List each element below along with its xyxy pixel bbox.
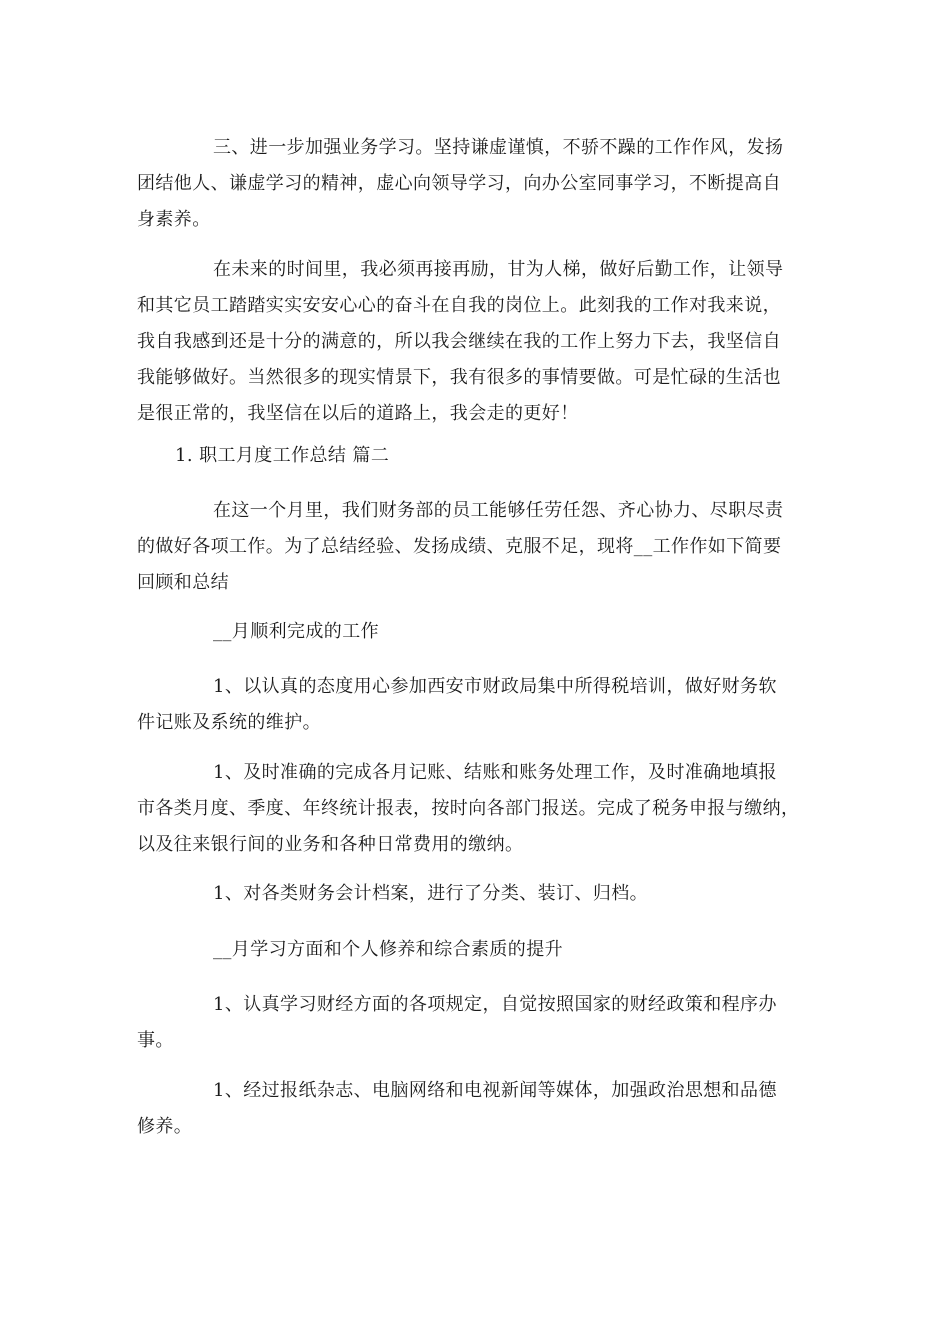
paragraph-item-regulations (137, 987, 827, 1059)
text-line: 三、进一步加强业务学习。坚持谦虚谨慎，不骄不躁的工作作风，发扬 (213, 137, 784, 158)
heading-text: 1. 职工月度工作总结 篇二 (175, 445, 390, 466)
paragraph-finance-intro (137, 493, 827, 601)
subheading-completed-work (137, 614, 827, 650)
text-line: __月学习方面和个人修养和综合素质的提升 (213, 939, 563, 960)
text-line: 回顾和总结 (137, 572, 229, 593)
paragraph-item-training (137, 669, 827, 741)
text-line: 团结他人、谦虚学习的精神，虚心向领导学习，向办公室同事学习，不断提高自 (137, 173, 781, 194)
subheading-study-improvement (137, 932, 827, 968)
text-line: 1、对各类财务会计档案，进行了分类、装订、归档。 (213, 883, 649, 904)
text-line: 在这一个月里，我们财务部的员工能够任劳任怨、齐心协力、尽职尽责 (213, 500, 784, 521)
paragraph-item-media (137, 1073, 827, 1145)
text-line: 1、认真学习财经方面的各项规定，自觉按照国家的财经政策和程序办 (213, 994, 777, 1015)
paragraph-item-archives (137, 876, 827, 912)
text-line: 身素养。 (137, 209, 211, 230)
paragraph-business-study (137, 130, 827, 238)
text-line: 事。 (137, 1030, 174, 1051)
text-line: 我自我感到还是十分的满意的，所以我会继续在我的工作上努力下去，我坚信自 (137, 331, 781, 352)
text-line: 以及往来银行间的业务和各种日常费用的缴纳。 (137, 834, 524, 855)
text-line: __月顺利完成的工作 (213, 621, 379, 642)
text-line: 1、经过报纸杂志、电脑网络和电视新闻等媒体，加强政治思想和品德 (213, 1080, 777, 1101)
text-line: 在未来的时间里，我必须再接再励，甘为人梯，做好后勤工作，让领导 (213, 259, 784, 280)
text-line: 修养。 (137, 1116, 193, 1137)
text-line: 件记账及系统的维护。 (137, 712, 321, 733)
paragraph-item-accounting (137, 755, 827, 863)
paragraph-future-plan (137, 252, 827, 432)
text-line: 是很正常的，我坚信在以后的道路上，我会走的更好！ (137, 403, 579, 424)
text-line: 1、以认真的态度用心参加西安市财政局集中所得税培训，做好财务软 (213, 676, 777, 697)
text-line: 市各类月度、季度、年终统计报表，按时向各部门报送。完成了税务申报与缴纳， (137, 798, 800, 819)
text-line: 1、及时准确的完成各月记账、结账和账务处理工作，及时准确地填报 (213, 762, 777, 783)
section-heading (137, 438, 827, 474)
text-line: 的做好各项工作。为了总结经验、发扬成绩、克服不足，现将__工作作如下简要 (137, 536, 782, 557)
text-line: 和其它员工踏踏实实安安心心的奋斗在自我的岗位上。此刻我的工作对我来说， (137, 295, 781, 316)
text-line: 我能够做好。当然很多的现实情景下，我有很多的事情要做。可是忙碌的生活也 (137, 367, 781, 388)
